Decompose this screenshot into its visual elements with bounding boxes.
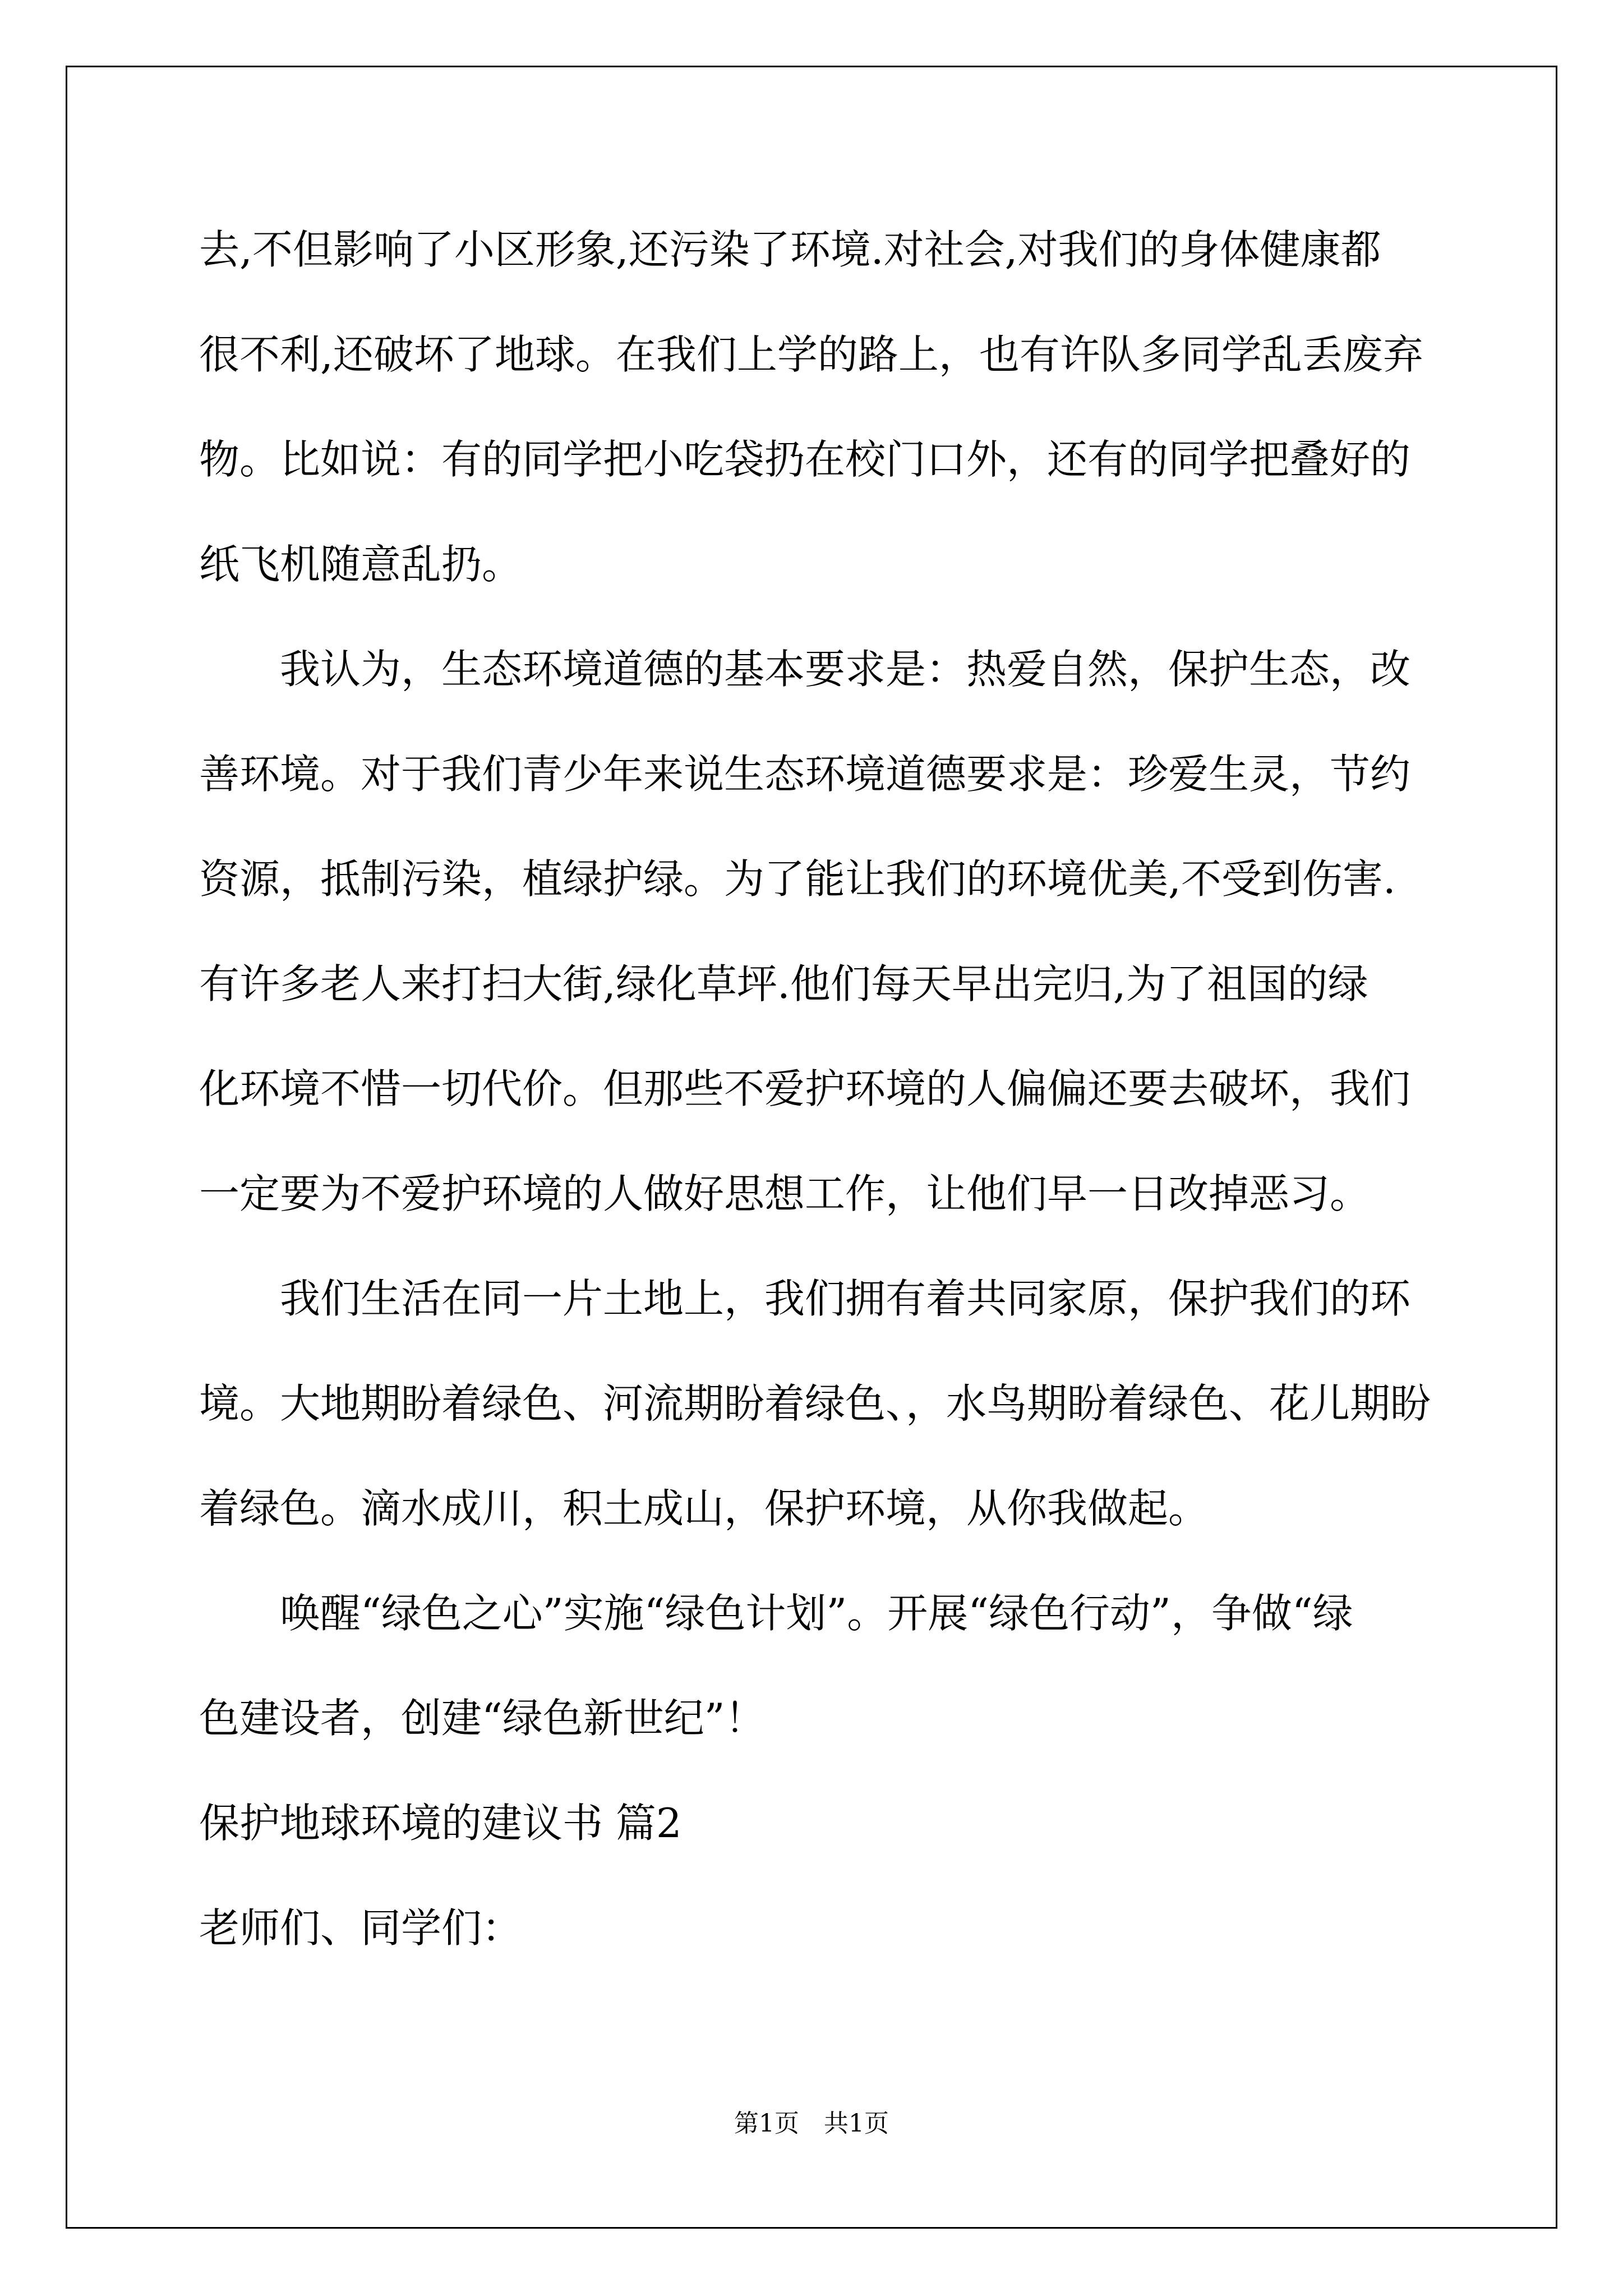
text-line: 去,不但影响了小区形象,还污染了环境.对社会,对我们的身体健康都 xyxy=(199,226,1381,273)
text-line: 境。大地期盼着绿色、河流期盼着绿色、，水鸟期盼着绿色、花儿期盼 xyxy=(199,1380,1431,1427)
text-line: 资源，抵制污染，植绿护绿。为了能让我们的环境优美,不受到伤害. xyxy=(199,855,1396,903)
text-line: 化环境不惜一切代价。但那些不爱护环境的人偏偏还要去破坏，我们 xyxy=(199,1065,1411,1112)
section-heading: 保护地球环境的建议书 篇2 xyxy=(199,1800,682,1847)
text-line: 有许多老人来打扫大街,绿化草坪.他们每天早出完归,为了祖国的绿 xyxy=(199,960,1368,1007)
text-line: 物。比如说：有的同学把小吃袋扔在校门口外，还有的同学把叠好的 xyxy=(199,436,1411,483)
text-line: 很不利,还破坏了地球。在我们上学的路上，也有许队多同学乱丢废弃 xyxy=(199,331,1423,378)
text-line: 我们生活在同一片土地上，我们拥有着共同家原，保护我们的环 xyxy=(199,1275,1411,1322)
salutation: 老师们、同学们： xyxy=(199,1904,523,1952)
page-number-footer: 第1页 共1页 xyxy=(734,2109,889,2138)
text-line: 我认为，生态环境道德的基本要求是：热爱自然，保护生态，改 xyxy=(199,646,1411,693)
text-line: 色建设者，创建“绿色新世纪”！ xyxy=(199,1695,766,1742)
text-line: 纸飞机随意乱扔。 xyxy=(199,541,523,588)
text-line: 善环境。对于我们青少年来说生态环境道德要求是：珍爱生灵，节约 xyxy=(199,751,1411,798)
text-line: 着绿色。滴水成川，积土成山，保护环境，从你我做起。 xyxy=(199,1485,1209,1532)
text-line: 唤醒“绿色之心”实施“绿色计划”。开展“绿色行动”，争做“绿 xyxy=(199,1590,1353,1637)
text-line: 一定要为不爱护环境的人做好思想工作，让他们早一日改掉恶习。 xyxy=(199,1170,1371,1217)
